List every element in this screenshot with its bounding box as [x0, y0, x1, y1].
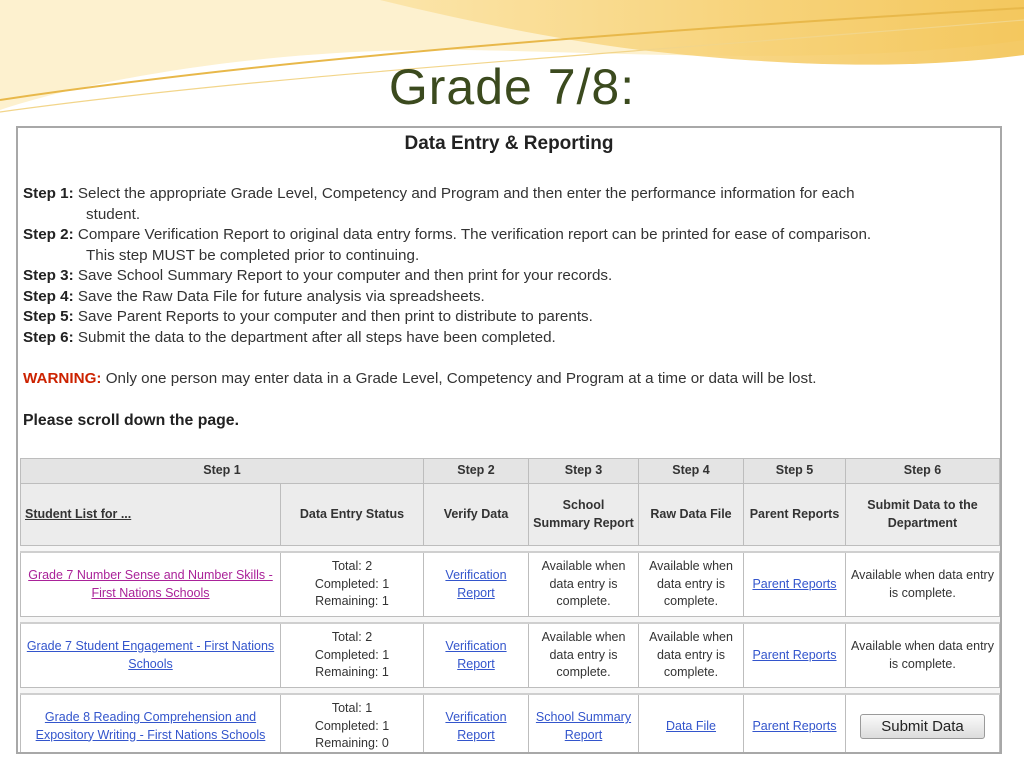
step-header-4: Step 4 — [639, 458, 744, 484]
school-summary-report-link[interactable]: School Summary Report — [535, 710, 632, 742]
verification-report-link[interactable]: Verification Report — [445, 568, 507, 600]
student-cell — [20, 624, 281, 688]
table-row — [20, 553, 1000, 617]
row-separator — [20, 546, 1000, 553]
summary-cell: Available when data entry is complete. — [529, 624, 639, 688]
warning-text: Only one person may enter data in a Grade Level, Competency and Program at a time or data will be lost. — [105, 370, 817, 387]
step-header-2: Step 2 — [424, 458, 529, 484]
row-separator — [20, 617, 1000, 624]
status-cell — [281, 553, 424, 617]
separator-cell — [20, 617, 1000, 624]
data-entry-panel — [16, 126, 1002, 754]
step-label: Step 2: — [23, 226, 74, 243]
scroll-note: Please scroll down the page. — [23, 412, 239, 429]
submit-data-button[interactable]: Submit Data — [860, 714, 985, 740]
instruction-steps — [23, 184, 993, 348]
remaining-count: Remaining: 1 — [315, 594, 389, 609]
step-4-instruction — [23, 287, 993, 308]
raw-data-cell: Available when data entry is complete. — [639, 553, 744, 617]
status-cell — [281, 695, 424, 754]
student-list-link[interactable]: Grade 8 Reading Comprehension and Expository Writing - First Nations Schools — [35, 710, 266, 742]
step-text: Save Parent Reports to your computer and then print to distribute to parents. — [77, 308, 593, 325]
parent-reports-link[interactable]: Parent Reports — [752, 647, 837, 662]
remaining-count: Remaining: 0 — [315, 736, 389, 751]
step-label: Step 4: — [23, 287, 74, 305]
step-header-6: Step 6 — [846, 458, 1000, 484]
column-header-summary: School Summary Report — [529, 484, 639, 546]
parent-cell — [744, 695, 846, 754]
table-row — [20, 695, 1000, 754]
submit-cell — [846, 695, 1000, 754]
student-list-link[interactable]: Grade 7 Student Engagement - First Nations Schools — [26, 639, 275, 671]
column-header-submit: Submit Data to the Department — [846, 484, 1000, 546]
step-text: Submit the data to the department after all steps have been completed. — [77, 328, 556, 346]
warning-message — [23, 370, 817, 387]
total-count: Total: 1 — [331, 701, 373, 716]
summary-cell — [529, 695, 639, 754]
raw-data-cell — [639, 695, 744, 754]
student-cell — [20, 553, 281, 617]
step-header-row — [20, 458, 1000, 484]
step-text: Select the appropriate Grade Level, Competency and Program and then enter the performance information for each — [77, 185, 855, 202]
verify-cell — [424, 695, 529, 754]
step-3-instruction — [23, 266, 993, 287]
column-header-student-list — [20, 484, 281, 546]
total-count: Total: 2 — [331, 559, 373, 574]
step-label: Step 1: — [23, 185, 74, 202]
step-header-5: Step 5 — [744, 458, 846, 484]
row-separator — [20, 688, 1000, 695]
separator-cell — [20, 688, 1000, 695]
step-2-instruction — [23, 225, 993, 266]
raw-data-cell: Available when data entry is complete. — [639, 624, 744, 688]
step-header-1: Step 1 — [20, 458, 424, 484]
student-list-heading: Student List for ... — [25, 506, 132, 521]
completed-count: Completed: 1 — [314, 647, 390, 662]
parent-reports-link[interactable]: Parent Reports — [752, 718, 837, 733]
parent-reports-link[interactable]: Parent Reports — [752, 576, 837, 591]
step-text: Compare Verification Report to original data entry forms. The verification report can be printed for ease of comparison. — [77, 226, 872, 243]
completed-count: Completed: 1 — [314, 576, 390, 591]
column-header-row — [20, 484, 1000, 546]
status-cell — [281, 624, 424, 688]
table-row — [20, 624, 1000, 688]
step-text-continued: student. — [86, 205, 141, 223]
parent-cell — [744, 624, 846, 688]
column-header-status: Data Entry Status — [281, 484, 424, 546]
warning-label: WARNING: — [23, 370, 102, 387]
completed-count: Completed: 1 — [314, 718, 390, 733]
data-file-link[interactable]: Data File — [665, 718, 717, 733]
step-header-3: Step 3 — [529, 458, 639, 484]
summary-cell: Available when data entry is complete. — [529, 553, 639, 617]
verify-cell — [424, 624, 529, 688]
step-5-instruction — [23, 307, 993, 328]
step-text: Save School Summary Report to your computer and then print for your records. — [77, 267, 613, 284]
total-count: Total: 2 — [331, 630, 373, 645]
step-1-instruction — [23, 184, 993, 225]
submit-cell: Available when data entry is complete. — [846, 624, 1000, 688]
step-label: Step 6: — [23, 328, 74, 346]
reporting-table — [20, 458, 1000, 754]
panel-title: Data Entry & Reporting — [404, 133, 614, 154]
verify-cell — [424, 553, 529, 617]
step-text-continued: This step MUST be completed prior to continuing. — [86, 246, 420, 264]
column-header-verify: Verify Data — [424, 484, 529, 546]
student-list-link[interactable]: Grade 7 Number Sense and Number Skills - First Nations Schools — [28, 568, 273, 600]
parent-cell — [744, 553, 846, 617]
verification-report-link[interactable]: Verification Report — [445, 639, 507, 671]
step-label: Step 3: — [23, 267, 74, 284]
step-label: Step 5: — [23, 308, 74, 325]
separator-cell — [20, 546, 1000, 553]
column-header-raw: Raw Data File — [639, 484, 744, 546]
slide-title: Grade 7/8: — [388, 59, 636, 115]
verification-report-link[interactable]: Verification Report — [445, 710, 507, 742]
step-6-instruction — [23, 328, 993, 349]
step-text: Save the Raw Data File for future analysis via spreadsheets. — [77, 287, 485, 305]
remaining-count: Remaining: 1 — [315, 665, 389, 680]
submit-cell: Available when data entry is complete. — [846, 553, 1000, 617]
column-header-parent: Parent Reports — [744, 484, 846, 546]
student-cell — [20, 695, 281, 754]
